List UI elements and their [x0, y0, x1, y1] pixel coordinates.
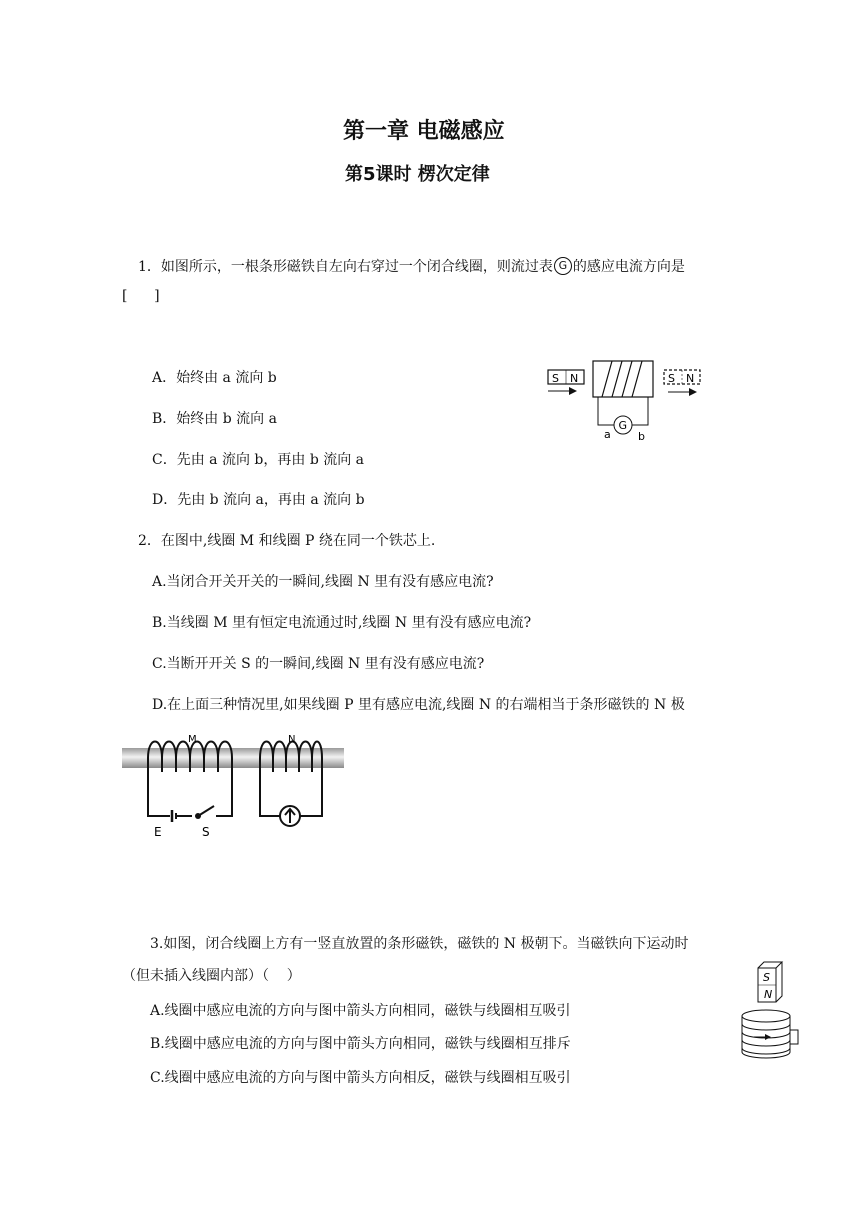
q3-coil [742, 1010, 798, 1058]
q1-coil-windings [602, 361, 642, 397]
q3-magnet-n: N [764, 988, 773, 1001]
chapter-title: 第一章 电磁感应 [343, 119, 505, 144]
galvanometer-symbol-icon: G [554, 257, 572, 275]
q2-label-m: M [188, 734, 197, 745]
q3-magnet-s: S [763, 971, 770, 984]
q2-label-n: N [288, 734, 296, 745]
q1-stem-part2: 的感应电流方向是 [572, 259, 685, 275]
q2-label-e: E [154, 825, 162, 839]
q1-option-d[interactable]: D．先由 b 流向 a，再由 a 流向 b [152, 492, 365, 508]
q3-option-c[interactable]: C.线圈中感应电流的方向与图中箭头方向相反，磁铁与线圈相互吸引 [150, 1070, 571, 1086]
q1-option-b[interactable]: B．始终由 b 流向 a [152, 411, 277, 427]
q1-label-a: a [604, 428, 611, 441]
q3-stem-line1: 3.如图，闭合线圈上方有一竖直放置的条形磁铁，磁铁的 N 极朝下。当磁铁向下运动时 [150, 936, 689, 952]
lesson-title: 第5课时 楞次定律 [345, 164, 490, 185]
q2-label-s: S [202, 825, 210, 839]
q3-option-a[interactable]: A.线圈中感应电流的方向与图中箭头方向相同，磁铁与线圈相互吸引 [150, 1003, 571, 1019]
q1-magnet-right-s: S [668, 372, 675, 385]
q1-meter-label: G [618, 419, 628, 432]
q1-figure [540, 355, 710, 445]
q3-figure [736, 960, 808, 1070]
q3-stem-line2: （但未插入线圈内部）（ ） [122, 968, 301, 984]
q1-magnet-left-s: S [552, 372, 559, 385]
q3-option-b[interactable]: B.线圈中感应电流的方向与图中箭头方向相同，磁铁与线圈相互排斥 [150, 1036, 571, 1052]
q1-label-b: b [638, 430, 645, 443]
q1-magnet-right-n: N [686, 372, 695, 385]
q2-option-b[interactable]: B.当线圈 M 里有恒定电流通过时,线圈 N 里有没有感应电流? [152, 615, 532, 631]
q2-option-d[interactable]: D.在上面三种情况里,如果线圈 P 里有感应电流,线圈 N 的右端相当于条形磁铁的 N 极 [152, 697, 685, 713]
q1-option-a[interactable]: A．始终由 a 流向 b [152, 370, 277, 386]
q2-option-c[interactable]: C.当断开开关 S 的一瞬间,线圈 N 里有没有感应电流? [152, 656, 485, 672]
q2-circuit-n [260, 780, 280, 816]
q2-circuit-m [148, 780, 170, 816]
switch-icon [198, 806, 214, 816]
q1-circuit-wire [598, 397, 614, 425]
q1-magnet-left-n: N [570, 372, 579, 385]
q1-stem [138, 257, 685, 277]
q2-option-a[interactable]: A.当闭合开关开关的一瞬间,线圈 N 里有没有感应电流? [152, 574, 494, 590]
q2-figure [120, 732, 350, 837]
q2-stem: 2．在图中,线圈 M 和线圈 P 绕在同一个铁芯上. [138, 533, 436, 549]
q1-option-c[interactable]: C．先由 a 流向 b，再由 b 流向 a [152, 452, 365, 468]
q1-bracket: [ ] [122, 288, 160, 304]
q1-stem-part1: 1．如图所示，一根条形磁铁自左向右穿过一个闭合线圈，则流过表 [138, 259, 553, 275]
